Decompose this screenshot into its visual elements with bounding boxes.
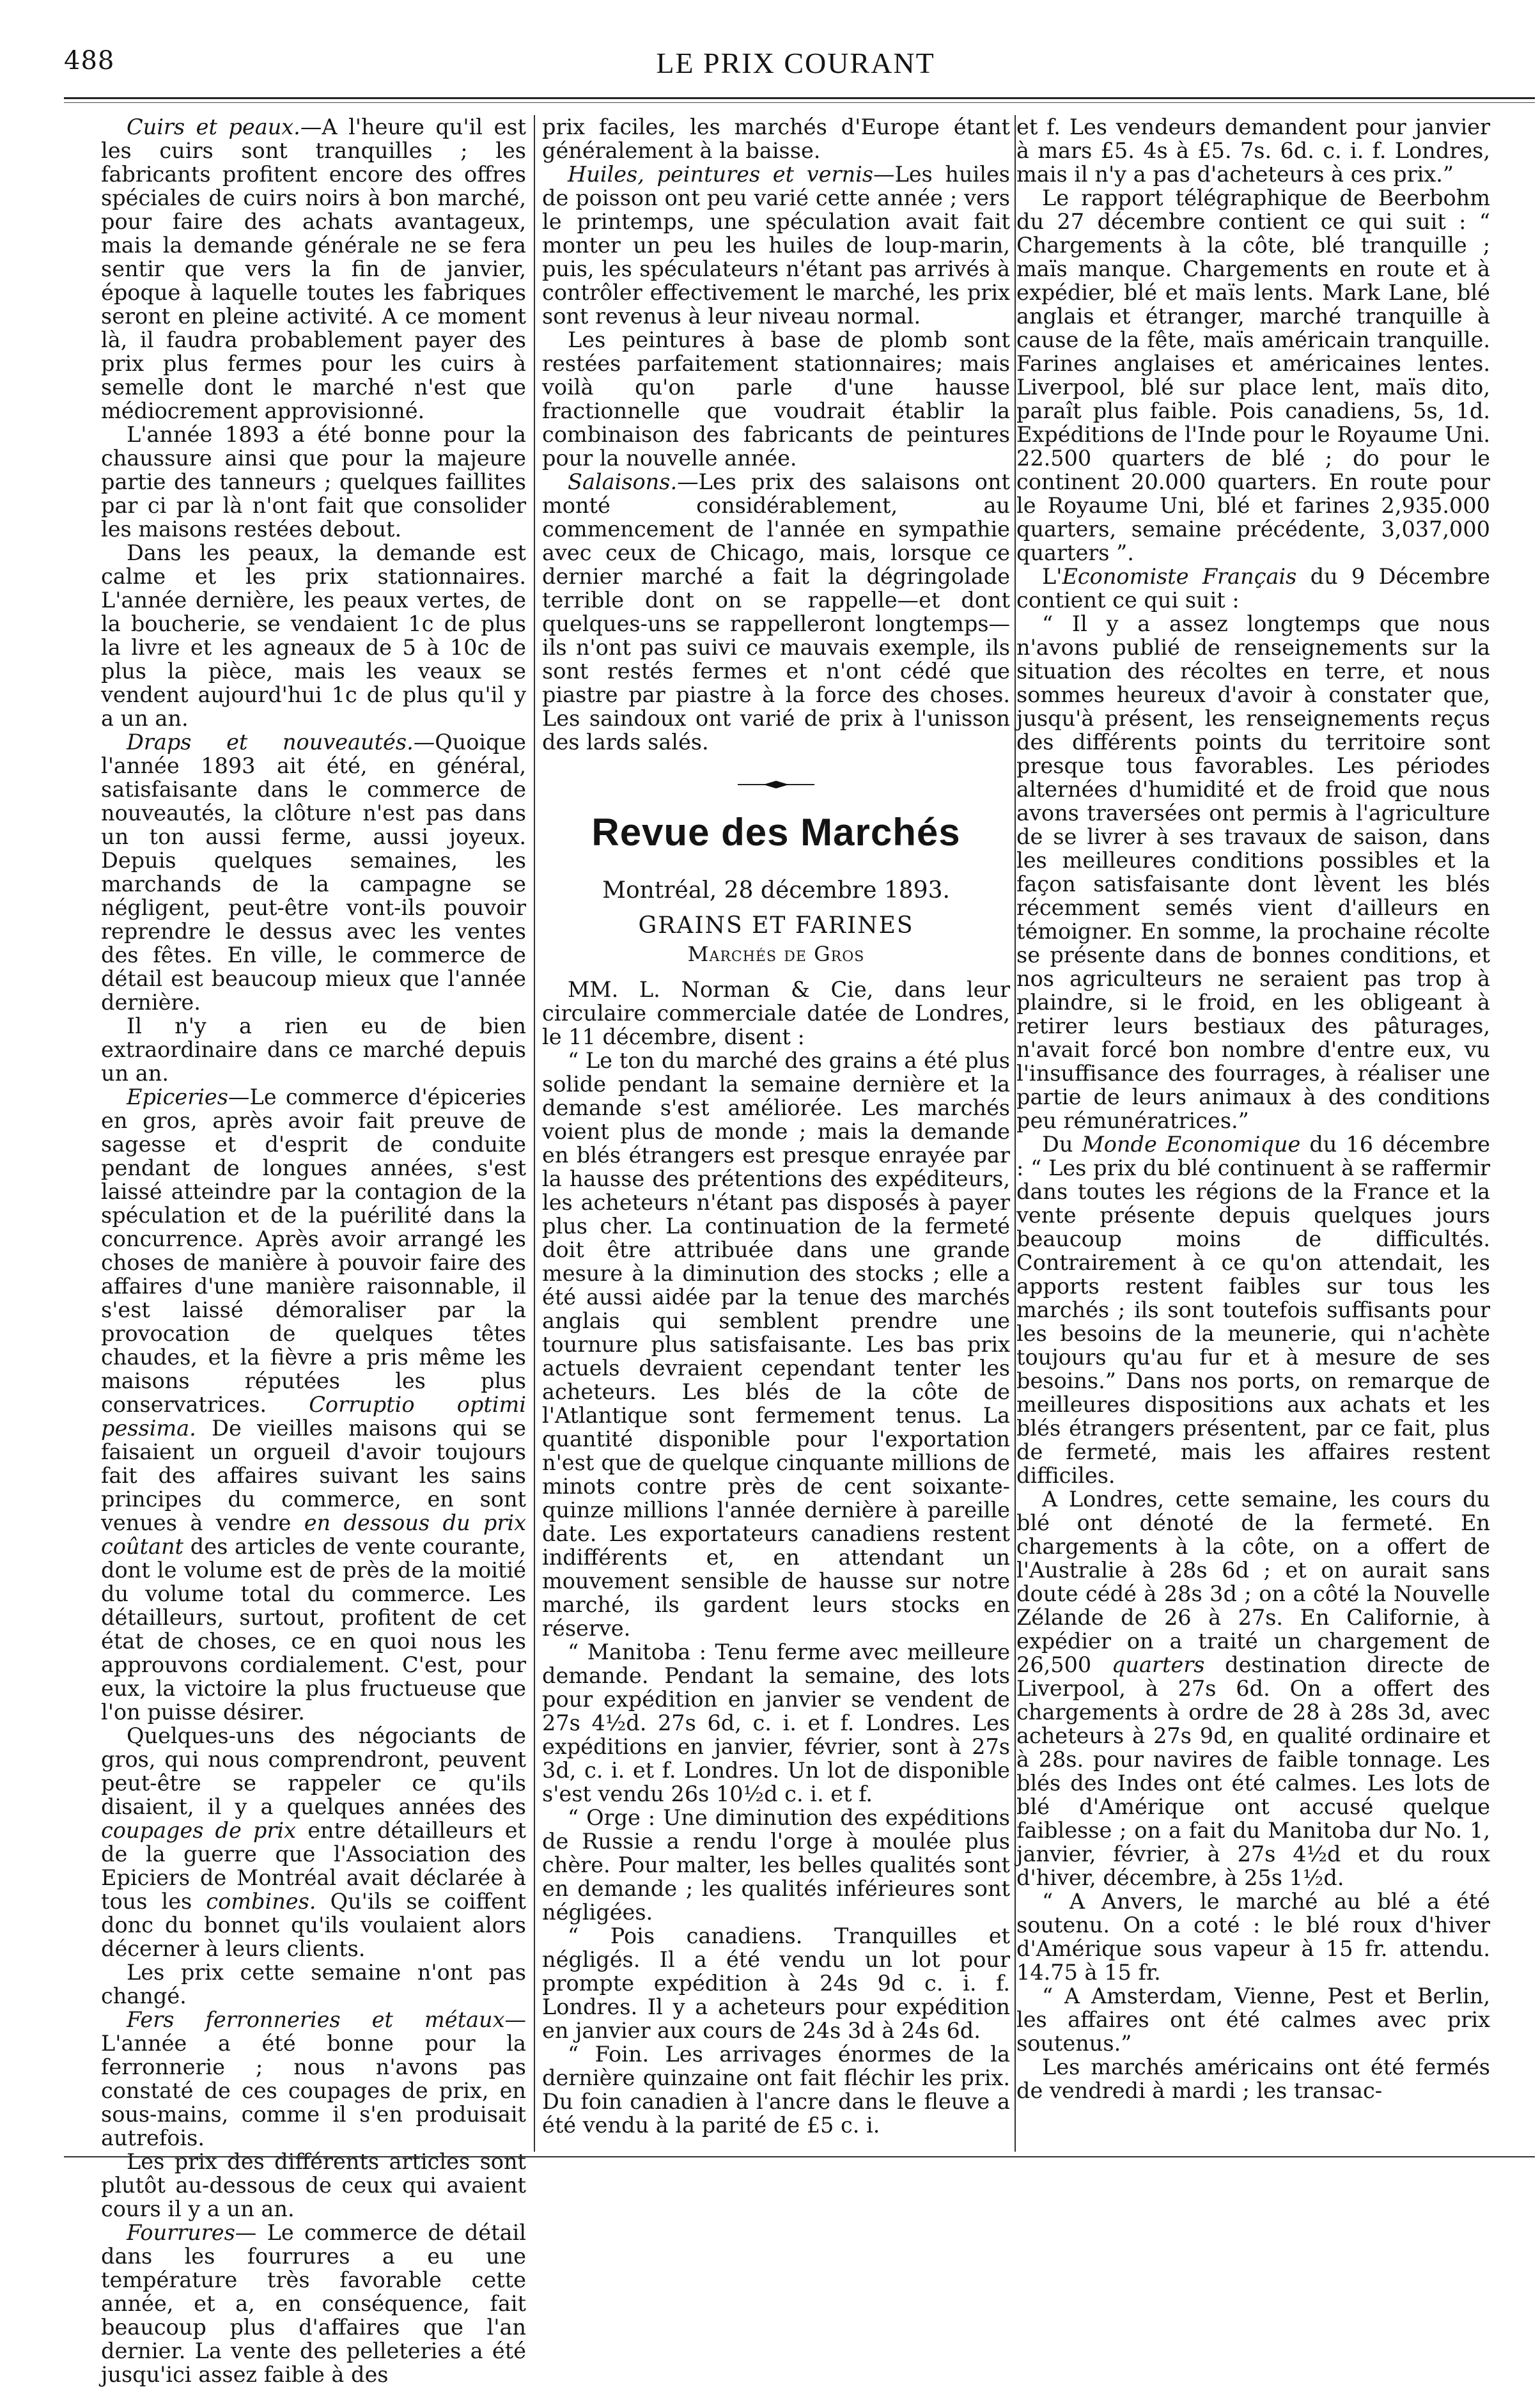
paragraph [101, 2221, 526, 2386]
column-3 [1016, 115, 1490, 2152]
paragraph-text: — Le commerce de détail dans les fourrures a eu une température très favorable cette année, et a, en conséquence, fait beaucoup plus d'affaires que l'an dernier. La vente des pelleteries a été jusqu'ici assez faible à des [101, 2220, 526, 2387]
paragraph: MM. L. Norman & Cie, dans leur circulaire commerciale datée de Londres, le 11 décembre, disent : [542, 977, 1010, 1049]
section-heading: Draps et nouveautés. [127, 730, 414, 755]
paragraph [101, 730, 526, 1014]
footer-rule [64, 2156, 1535, 2157]
column-2 [542, 115, 1010, 2152]
paragraph [1016, 565, 1490, 612]
paragraph-text: Qu'ils se coiffent donc du bonnet qu'ils voulaient alors décerner à leurs clients. [101, 1889, 526, 1961]
column-divider-2 [1015, 115, 1016, 2152]
paragraph-text: entre détailleurs et de la guerre que l'Association des Epiciers de Montréal avait déclarée à tous les [101, 1818, 526, 1914]
column-1 [101, 114, 527, 2387]
paragraph: Il n'y a rien eu de bien extraordinaire dans ce marché depuis un an. [101, 1013, 526, 1086]
section-heading: Fers ferronneries et métaux [127, 2007, 505, 2032]
paragraph [101, 115, 526, 423]
paragraph: Le rapport télégraphique de Beerbohm du 27 décembre contient ce qui suit : “ Chargements à la côte, blé tranquille ; maïs manque. Chargements en route et à expédier, blé et maïs lents. Mark Lane, blé anglais et étranger, marché tranquille à cause de la fête, maïs américain tranquille. Farines anglaises et américaines lentes. Liverpool, blé sur place lent, maïs dito, paraît plus faible. Pois canadiens, 5s, 1d. Expéditions de l'Inde pour le Royaume Uni. 22.500 quarters de blé ; do pour le continent 20.000 quarters. En route pour le Royaume Uni, blé et farines 2,935.000 quarters, semaine précédente, 3,037,000 quarters ”. [1016, 185, 1490, 565]
paragraph: “ Manitoba : Tenu ferme avec meilleure demande. Pendant la semaine, des lots pour expédition en janvier se vendent de 27s 4½d. 27s 6d, c. i. et f. Londres. Les expéditions en janvier, février, sont à 27s 3d, c. i. et f. Londres. Un lot de disponible s'est vendu 26s 10½d c. i. et f. [542, 1640, 1010, 1806]
section-heading: Salaisons. [568, 469, 678, 494]
paragraph-text: du 16 décembre : “ Les prix du blé continuent à se raffermir dans toutes les régions de la France et la vente présente depuis quelques jours beaucoup moins de difficultés. Contrairement à ce qu'on attendait, les apports restent faibles sur tous les marchés ; ils sont toutefois suffisants pour les besoins de la meunerie, qui n'achète toujours qu'au fur et à mesure de ses besoins.” Dans nos ports, on remarque de meilleures dispositions aux achats et les blés étrangers présentent, par ce fait, plus de fermeté, mais les affaires restent difficiles. [1016, 1132, 1490, 1488]
paragraph [101, 1085, 526, 1724]
ornament-icon [738, 779, 814, 790]
paragraph: Les prix des différents articles sont plutôt au-dessous de ceux qui avaient cours il y a un an. [101, 2149, 526, 2221]
paragraph: “ Pois canadiens. Tranquilles et négligés. Il a été vendu un lot pour prompte expédition à 24s 9d c. i. f. Londres. Il y a acheteurs pour expédition en janvier aux cours de 24s 3d à 24s 6d. [542, 1923, 1010, 2043]
ornament-divider [542, 771, 1010, 794]
journal-title: LE PRIX COURANT [656, 47, 935, 79]
subhead-secondary: Marchés de Gros [687, 942, 865, 966]
publication-title: Monde Economique [1082, 1132, 1301, 1157]
italic-phrase: en dessous du prix coûtant [101, 1510, 526, 1559]
paragraph-text: —Quoique l'année 1893 ait été, en général, satisfaisante dans le commerce de nouveautés, la clôture n'est pas dans un ton aussi ferme, aussi joyeux. Depuis quelques semaines, les marchands de la campagne se négligent, peut-être vont-ils pouvoir reprendre le dessus avec les ventes des fêtes. En ville, le commerce de détail est beaucoup mieux que l'année dernière. [101, 730, 526, 1015]
paragraph: et f. Les vendeurs demandent pour janvier à mars £5. 4s à £5. 7s. 6d. c. i. f. Londres, mais il n'y a pas d'acheteurs à ces prix.” [1016, 114, 1490, 187]
paragraph [1016, 1132, 1490, 1487]
paragraph-text: Du [1042, 1132, 1073, 1157]
latin-phrase: Corruptio optimi pessima. [101, 1392, 526, 1441]
paragraph: Les prix cette semaine n'ont pas changé. [101, 1960, 526, 2008]
header-rule-thin [64, 102, 1535, 103]
italic-word: combines. [206, 1889, 316, 1914]
paragraph-text: des articles de vente courante, dont le volume est de près de la moitié du volume total du commerce. Les détailleurs, surtout, profitent de cet état de choses, ce en quoi nous les approuvons cordialement. C'est, pour eux, la victoire la plus fructueuse que l'on puisse désirer. [101, 1534, 526, 1725]
publication-title: Economiste Français [1062, 564, 1297, 589]
section-title: Revue des Marchés [591, 811, 961, 854]
section-heading: Huiles, peintures et vernis [568, 162, 873, 187]
paragraph: Dans les peaux, la demande est calme et les prix stationnaires. L'année dernière, les peaux vertes, de la boucherie, se vendaient 1c de plus la livre et les agneaux de 5 à 10c de plus la pièce, mais les veaux se vendent aujourd'hui 1c de plus qu'il y a un an. [101, 540, 526, 731]
paragraph: Les marchés américains ont été fermés de vendredi à mardi ; les transac- [1016, 2054, 1490, 2103]
dateline: Montréal, 28 décembre 1893. [602, 877, 950, 904]
paragraph: “ Il y a assez longtemps que nous n'avons publié de renseignements sur la situation des récoltes en terre, et nous sommes heureux d'avoir à constater que, jusqu'à présent, les renseignements reçus des différents points du territoire sont presque tous favorables. Les périodes alternées d'humidité et de froid que nous avons traversées ont permis à l'agriculture de se livrer à ses travaux de saison, dans les meilleures conditions possibles et la façon satisfaisante dont lèvent les blés récemment semés vient d'ailleurs en témoigner. En somme, la prochaine récolte se présente dans de bonnes conditions, et nos agriculteurs ne seraient pas trop à plaindre, si le froid, en les obligeant à retirer leurs bestiaux des pâturages, n'avait forcé bon nombre d'entre eux, vu l'insuffisance des fourrages, à réaliser une partie de leurs animaux à des conditions peu rémunératrices.” [1016, 611, 1490, 1133]
paragraph-text: A Londres, cette semaine, les cours du blé ont dénoté de la fermeté. En chargements à la côte, on a offert de l'Australie à 28s 6d ; et on aurait sans doute cédé à 28s 3d ; on a côté la Nouvelle Zélande de 26 à 27s. En Californie, à expédier on a traité un chargement de 26,500 [1016, 1487, 1490, 1677]
page-header [64, 46, 1527, 84]
paragraph-text: Quelques-uns des négociants de gros, qui nous comprendront, peuvent peut-être se rappeler ce qu'ils disaient, il y a quelques années des [101, 1723, 526, 1819]
paragraph-text: du 9 Décembre contient ce qui suit : [1016, 564, 1491, 613]
paragraph: prix faciles, les marchés d'Europe étant généralement à la baisse. [542, 114, 1010, 163]
italic-word: quarters [1111, 1652, 1205, 1677]
section-heading: Cuirs et peaux. [127, 114, 300, 139]
paragraph-text: destination directe de Liverpool, à 27s 6d. On a offert des chargements à ordre de 28 à 28s 3d, avec acheteurs à 27s 9d, en qualité ordinaire et à 28s. pour navires de faible tonnage. Les blés des Indes ont été calmes. Les lots de blé d'Amérique ont accusé quelque faiblesse ; on a fait du Manitoba dur No. 1, janvier, février, à 27s 4½d et du roux d'hiver, décembre, à 25s 1½d. [1016, 1652, 1490, 1890]
paragraph: “ Foin. Les arrivages énormes de la dernière quinzaine ont fait fléchir les prix. Du foin canadien à l'ancre dans le fleuve a été vendu à la parité de £5 c. i. [542, 2042, 1010, 2138]
paragraph: “ A Anvers, le marché au blé a été soutenu. On a coté : le blé roux d'hiver d'Amérique sous vapeur à 15 fr. attendu. 14.75 à 15 fr. [1016, 1889, 1490, 1985]
paragraph-text: —Le commerce d'épiceries en gros, après avoir fait preuve de sagesse et d'esprit de conduite pendant de longues années, s'est laissé atteindre par la contagion de la spéculation et de la puérilité dans la concurrence. Après avoir arrangé les choses de manière à pouvoir faire des affaires d'une manière raisonnable, il s'est laissé démoraliser par la provocation de quelques têtes chaudes, et la fièvre a pris même les maisons réputées les plus conservatrices. [101, 1084, 526, 1417]
paragraph: “ Le ton du marché des grains a été plus solide pendant la semaine dernière et la demande s'est améliorée. Les marchés voient plus de monde ; mais la demande en blés étrangers est presque enrayée par la hausse des prétentions des expéditeurs, les acheteurs n'étant pas disposés à payer plus cher. La continuation de la fermeté doit être attribuée dans une grande mesure à la diminution des stocks ; elle a été aussi aidée par la tenue des marchés anglais qui semblent prendre une tournure plus satisfaisante. Les bas prix actuels devraient cependant tenter les acheteurs. Les blés de la côte de l'Atlantique sont fermement tenus. La quantité disponible pour l'exportation n'est que de quelque cinquante millions de minots contre près de cent soixante-quinze millions l'année dernière à pareille date. Les exportateurs canadiens restent indifférents et, en attendant un mouvement sensible de hausse sur notre marché, ils gardent leurs stocks en réserve. [542, 1048, 1010, 1641]
paragraph-text: —A l'heure qu'il est les cuirs sont tranquilles ; les fabricants profitent encore des offres spéciales de cuirs noirs à bon marché, pour faire des achats avantageux, mais la demande générale ne se fera sentir que vers la fin de janvier, époque à laquelle toutes les fabriques seront en pleine activité. A ce moment là, il faudra probablement payer des prix plus fermes pour les cuirs à semelle dont le marché n'est que médiocrement approvisionné. [101, 114, 527, 423]
paragraph [101, 2008, 526, 2150]
header-rule [64, 97, 1535, 99]
paragraph-text: —L'année a été bonne pour la ferronnerie ; nous n'avons pas constaté de ces coupages de prix, en sous-mains, comme il s'en produisait autrefois. [101, 2007, 526, 2150]
paragraph: L'année 1893 a été bonne pour la chaussure ainsi que pour la majeure partie des tanneurs ; quelques faillites par ci par là n'ont fait que consolider les maisons restées debout. [101, 422, 526, 542]
column-divider-1 [534, 115, 535, 2152]
paragraph [1016, 1487, 1490, 1890]
paragraph: “ A Amsterdam, Vienne, Pest et Berlin, les affaires ont été calmes avec prix soutenus.” [1016, 1984, 1490, 2056]
paragraph [542, 470, 1010, 754]
paragraph: Les peintures à base de plomb sont restées parfaitement stationnaires; mais voilà qu'on parle d'une hausse fractionnelle que voudrait établir la combinaison des fabricants de peintures pour la nouvelle année. [542, 327, 1010, 471]
paragraph-text: —Les prix des salaisons ont monté considérablement, au commencement de l'année en sympathie avec ceux de Chicago, mais, lorsque ce dernier marché a fait la dégringolade terrible dont on se rappelle—et dont quelques-uns se rappelleront longtemps—ils n'ont pas suivi ce mauvais exemple, ils sont restés fermes et n'ont cédé que piastre par piastre à la force des choses. Les saindoux ont varié de prix à l'unisson des lards salés. [542, 469, 1010, 755]
paragraph-text: De vieilles maisons qui se faisaient un orgueil d'avoir toujours fait des affaires suivant les sains principes du commerce, en sont venues à vendre [101, 1416, 527, 1535]
paragraph: “ Orge : Une diminution des expéditions de Russie a rendu l'orge à moulée plus chère. Pour malter, les belles qualités sont en demande ; les qualités inférieures sont négligées. [542, 1805, 1010, 1925]
paragraph-text: L' [1042, 564, 1062, 589]
page-number: 488 [64, 46, 115, 75]
section-heading: Epiceries [127, 1084, 228, 1109]
paragraph [542, 162, 1010, 328]
section-heading: Fourrures [127, 2220, 235, 2245]
paragraph-text: —Les huiles de poisson ont peu varié cette année ; vers le printemps, une spéculation avait fait monter un peu les huiles de loup-marin, puis, les spéculateurs n'étant pas arrivés à contrôler effectivement le marché, les prix sont revenus à leur niveau normal. [542, 162, 1010, 329]
subhead: GRAINS ET FARINES [638, 912, 914, 939]
italic-phrase: coupages de prix [101, 1818, 297, 1843]
paragraph [101, 1724, 526, 1960]
